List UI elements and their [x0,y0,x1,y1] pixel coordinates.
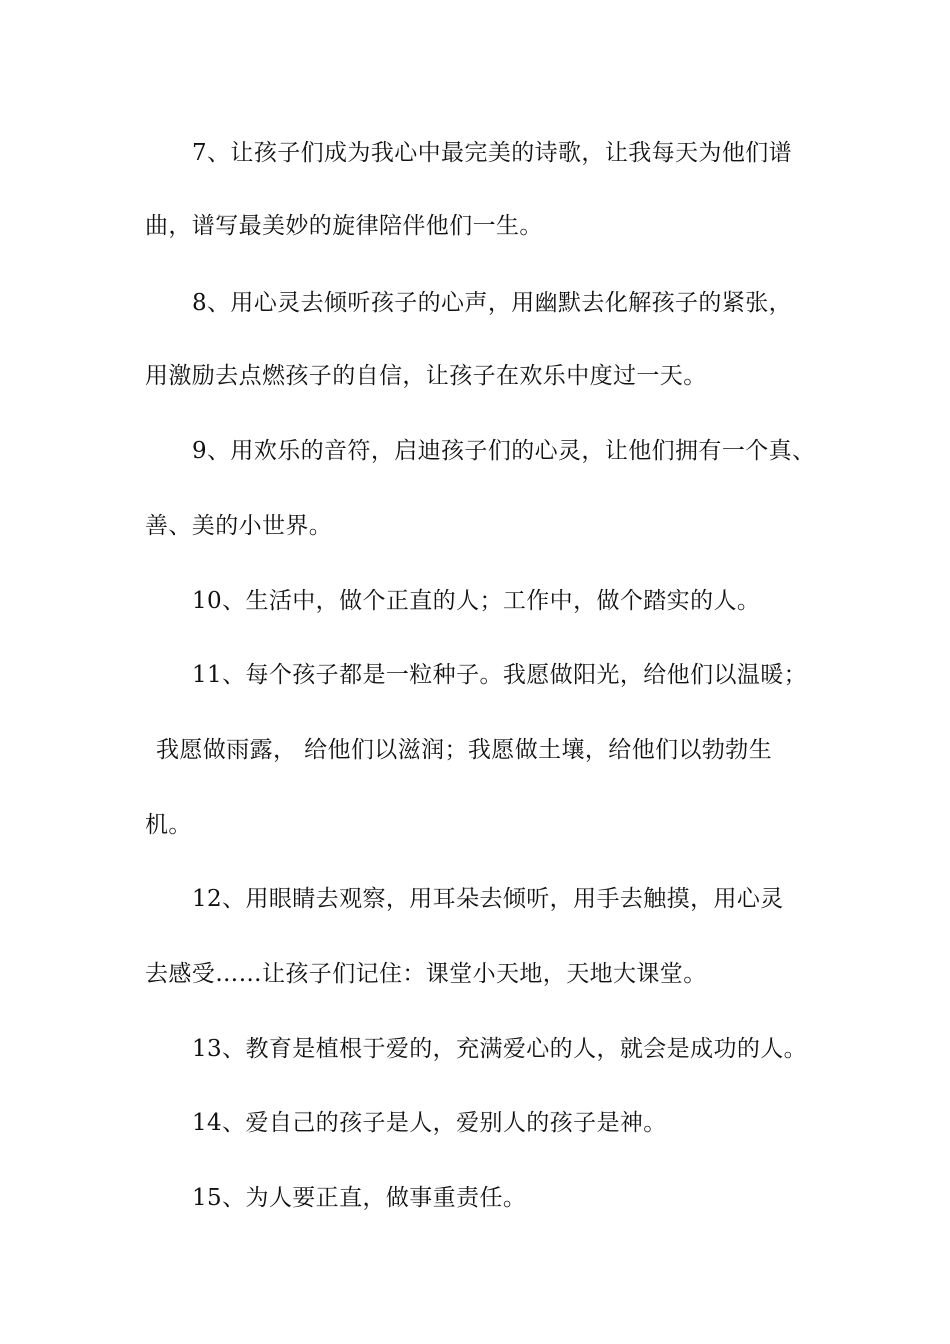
paragraph-line: 9、用欢乐的音符，启迪孩子们的心灵，让他们拥有一个真、 [192,438,816,464]
paragraph-line: 用激励去点燃孩子的自信，让孩子在欢乐中度过一天。 [145,363,707,389]
paragraph-line: 去感受……让孩子们记住：课堂小天地，天地大课堂。 [145,961,707,987]
paragraph-line: 曲，谱写最美妙的旋律陪伴他们一生。 [145,213,543,239]
paragraph-line: 15、为人要正直，做事重责任。 [192,1185,527,1211]
paragraph-line: 13、教育是植根于爱的，充满爱心的人，就会是成功的人。 [192,1036,808,1062]
paragraph-line: 机。 [145,812,192,838]
paragraph-line: 8、用心灵去倾听孩子的心声，用幽默去化解孩子的紧张， [192,290,793,316]
paragraph-line: 我愿做雨露， 给他们以滋润；我愿做土壤，给他们以勃勃生 [156,737,773,763]
paragraph-line: 14、爱自己的孩子是人，爱别人的孩子是神。 [192,1110,667,1136]
paragraph-line: 12、用眼睛去观察，用耳朵去倾听，用手去触摸，用心灵 [192,886,784,912]
paragraph-line: 11、每个孩子都是一粒种子。我愿做阳光，给他们以温暖； [192,662,808,688]
paragraph-line: 10、生活中，做个正直的人；工作中，做个踏实的人。 [192,588,761,614]
paragraph-line: 7、让孩子们成为我心中最完美的诗歌，让我每天为他们谱 [192,140,793,166]
paragraph-line: 善、美的小世界。 [145,513,333,539]
